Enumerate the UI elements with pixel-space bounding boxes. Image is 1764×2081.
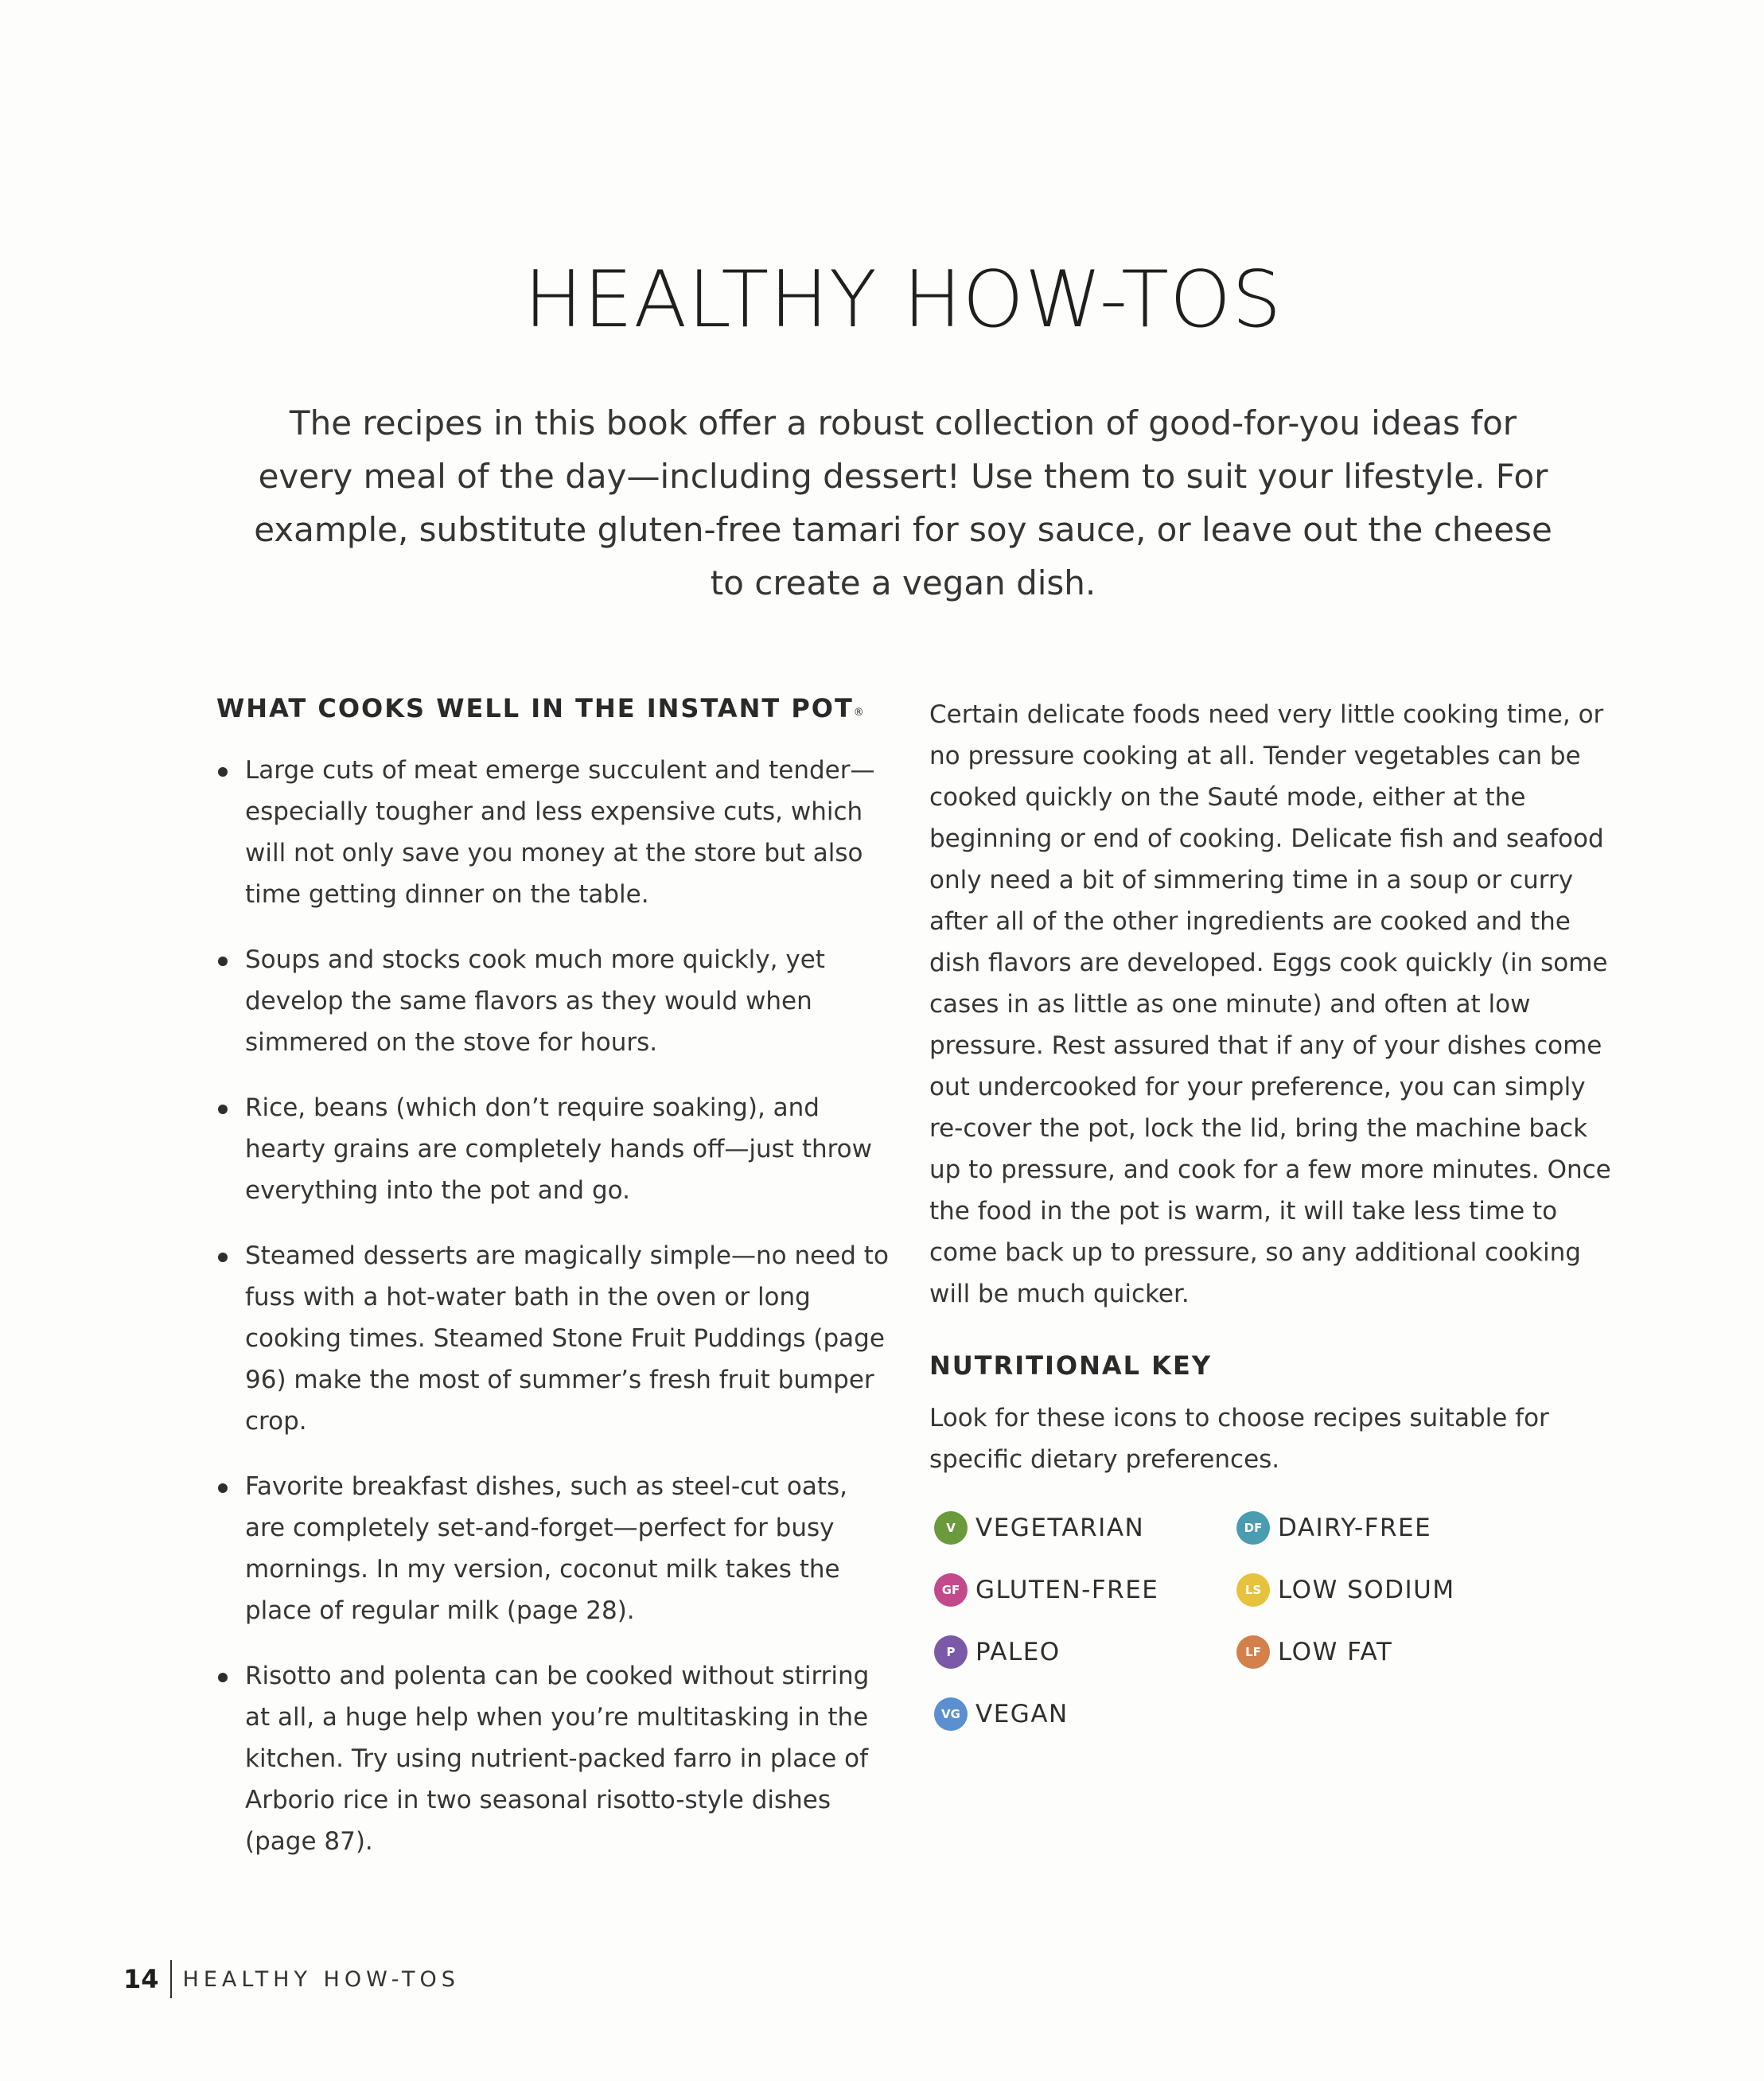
list-item: Soups and stocks cook much more quickly, yet develop the same flavors as they would when simmered on the stove for hours. <box>216 939 893 1063</box>
key-item-vegetarian <box>934 1510 1236 1545</box>
key-label: VEGETARIAN <box>975 1514 1145 1542</box>
instant-pot-heading: WHAT COOKS WELL IN THE INSTANT POT® <box>216 693 866 723</box>
page-title: HEALTHY HOW-TOS <box>524 255 1283 345</box>
list-item: Favorite breakfast dishes, such as steel-cut oats, are completely set-and-forget—perfect for busy mornings. In my version, coconut milk takes the place of regular milk (page 28). <box>216 1466 893 1631</box>
nutritional-key-grid <box>934 1510 1622 1732</box>
key-item-paleo <box>934 1635 1236 1670</box>
key-item-low-fat <box>1236 1635 1539 1670</box>
nutritional-key-description: Look for these icons to choose recipes suitable for specific dietary preferences. <box>929 1404 1549 1474</box>
key-label: LOW SODIUM <box>1278 1576 1455 1604</box>
registered-mark: ® <box>853 707 866 719</box>
key-label: LOW FAT <box>1278 1638 1393 1666</box>
page-number: 14 <box>123 1964 159 1994</box>
low-fat-icon: LF <box>1236 1635 1270 1669</box>
paleo-icon: P <box>934 1635 968 1669</box>
list-item: Risotto and polenta can be cooked without stirring at all, a huge help when you’re multitasking in the kitchen. Try using nutrient-packed farro in place of Arborio rice in two seasonal risotto-style dishes (page 87). <box>216 1655 893 1862</box>
key-label: PALEO <box>975 1638 1061 1666</box>
page-footer <box>123 1959 460 1999</box>
footer-section-label: HEALTHY HOW-TOS <box>182 1966 460 1992</box>
key-label: VEGAN <box>975 1700 1069 1728</box>
vegetarian-icon: V <box>934 1511 968 1545</box>
key-item-vegan <box>934 1697 1236 1732</box>
left-column <box>216 684 893 1886</box>
key-label: GLUTEN-FREE <box>975 1576 1159 1604</box>
vegan-icon: VG <box>934 1697 968 1731</box>
key-label: DAIRY-FREE <box>1278 1514 1432 1542</box>
low-sodium-icon: LS <box>1236 1573 1270 1607</box>
instant-pot-list <box>216 750 893 1862</box>
dairy-free-icon: DF <box>1236 1511 1270 1545</box>
intro-paragraph: The recipes in this book offer a robust collection of good-for-you ideas for every meal of the day—including dessert! Use them to suit your lifestyle. For example, substitute gluten-free tamari for soy sauce, or leave out the cheese to create a vegan dish. <box>254 403 1552 602</box>
key-item-gluten-free <box>934 1572 1236 1608</box>
list-item: Rice, beans (which don’t require soaking), and hearty grains are completely hands off—just throw everything into the pot and go. <box>216 1087 893 1211</box>
gluten-free-icon: GF <box>934 1573 968 1607</box>
right-column <box>929 684 1622 1732</box>
list-item: Steamed desserts are magically simple—no need to fuss with a hot-water bath in the oven or long cooking times. Steamed Stone Fruit Puddings (page 96) make the most of summer’s fresh fruit bumper crop. <box>216 1235 893 1442</box>
footer-divider <box>170 1960 172 1998</box>
delicate-foods-paragraph: Certain delicate foods need very little cooking time, or no pressure cooking at all. Tender vegetables can be cooked quickly on the Sauté mode, either at the beginning or end of cooking. Delicate fish and seafood only need a bit of simmering time in a soup or curry after all of the other ingredients are cooked and the dish flavors are developed. Eggs cook quickly (in some cases in as little as one minute) and often at low pressure. Rest assured that if any of your dishes come out undercooked for your preference, you can simply re-cover the pot, lock the lid, bring the machine back up to pressure, and cook for a few more minutes. Once the food in the pot is warm, it will take less time to come back up to pressure, so any additional cooking will be much quicker. <box>929 700 1611 1308</box>
key-item-dairy-free <box>1236 1510 1539 1545</box>
key-item-low-sodium <box>1236 1572 1539 1608</box>
list-item: Large cuts of meat emerge succulent and tender—especially tougher and less expensive cuts, which will not only save you money at the store but also time getting dinner on the table. <box>216 750 893 915</box>
nutritional-key-heading: NUTRITIONAL KEY <box>929 1350 1212 1381</box>
